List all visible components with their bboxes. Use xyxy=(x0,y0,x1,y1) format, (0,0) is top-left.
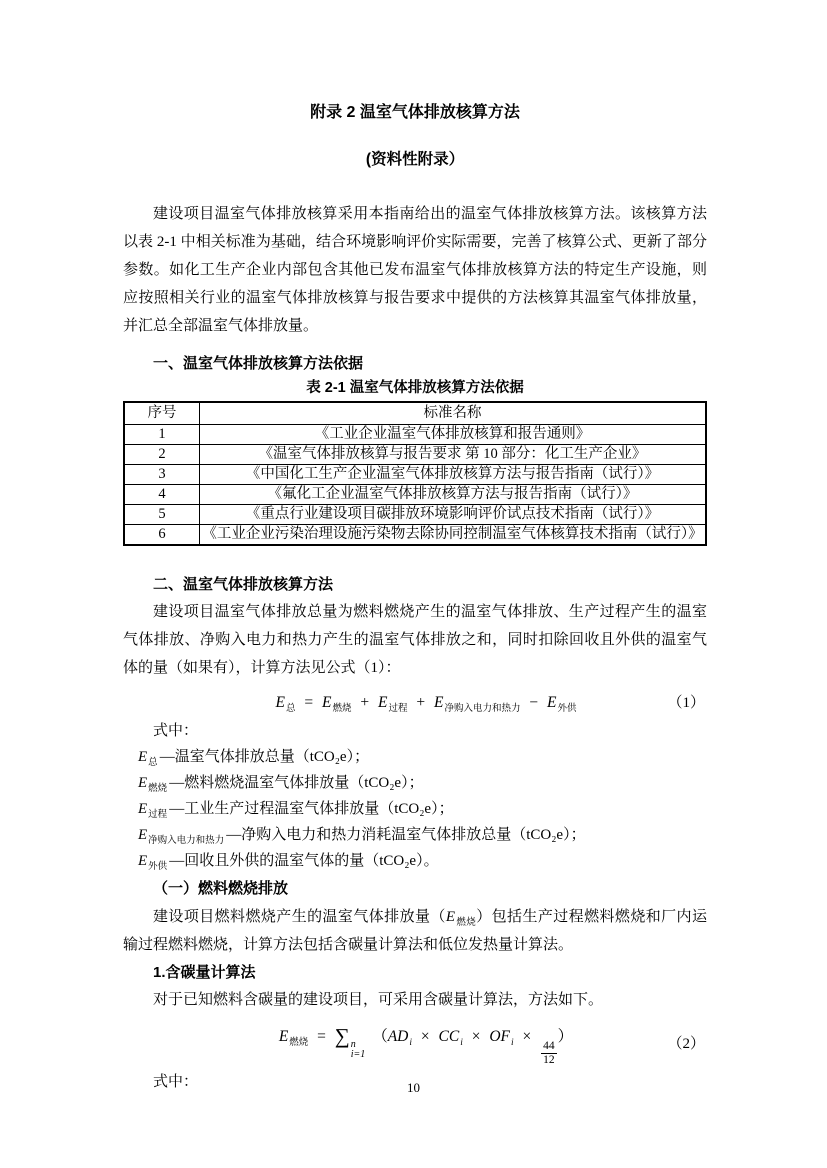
var-subscript: 外供 xyxy=(557,704,577,714)
definition-e-net-power-heat xyxy=(123,822,707,848)
var-base: E xyxy=(138,749,148,765)
ad-var xyxy=(387,1028,413,1048)
table-header-row xyxy=(124,402,706,425)
table-row xyxy=(124,525,706,546)
page-number: 10 xyxy=(407,1080,420,1095)
e-net-power-heat-var xyxy=(138,827,225,846)
definition-text: —回收且外供的温室气体的量（tCO₂e）。 xyxy=(169,853,439,869)
header-cell-index: 序号 xyxy=(124,402,200,425)
section2-paragraph: 建设项目温室气体排放总量为燃料燃烧产生的温室气体排放、生产过程产生的温室气体排放、净购入电力和热力产生的温室气体排放之和，同时扣除回收且外供的温室气体的量（如果有），计算方法见公式（1）： xyxy=(123,604,707,676)
summation-lower-limit: i=1 xyxy=(350,1049,366,1060)
of-var xyxy=(489,1028,514,1048)
e-net-power-heat-var xyxy=(433,694,521,714)
formula-1-number: （1） xyxy=(667,695,705,711)
fuel-combustion-paragraph xyxy=(123,903,707,959)
formula-2 xyxy=(123,1020,707,1067)
standard-index-cell: 5 xyxy=(124,505,200,525)
var-base: E xyxy=(322,694,332,711)
fuel-combustion-heading: （一）燃料燃烧排放 xyxy=(153,880,289,897)
var-subscript: 燃烧 xyxy=(148,784,168,794)
summation-limits xyxy=(351,1040,366,1060)
definition-text: —温室气体排放总量（tCO₂e）； xyxy=(159,749,370,765)
summation-icon: ∑ xyxy=(334,1024,350,1048)
summation-upper-limit: n xyxy=(350,1039,356,1050)
plus-sign: + xyxy=(416,694,426,711)
var-subscript: 燃烧 xyxy=(332,704,352,714)
var-subscript: i xyxy=(460,1038,463,1048)
close-paren: ） xyxy=(557,1028,574,1045)
var-subscript: 过程 xyxy=(148,810,168,820)
times-sign: × xyxy=(471,1028,481,1045)
header-cell-name: 标准名称 xyxy=(200,402,707,425)
standard-name-cell: 《工业企业温室气体排放核算和报告通则》 xyxy=(200,425,707,445)
e-combustion-var xyxy=(445,909,477,928)
var-subscript: 外供 xyxy=(148,862,168,872)
e-process-var xyxy=(138,801,168,820)
formula-2-expression xyxy=(279,1020,573,1067)
var-base: AD xyxy=(387,1028,409,1045)
var-base: E xyxy=(138,801,148,817)
var-subscript: 净购入电力和热力 xyxy=(148,836,225,846)
equals-sign: = xyxy=(304,694,314,711)
e-combustion-var xyxy=(278,1028,309,1048)
paragraph-text: 建设项目燃料燃烧产生的温室气体排放量（ xyxy=(153,909,446,925)
standards-table-body xyxy=(124,425,706,546)
plus-sign: + xyxy=(360,694,370,711)
standard-index-cell: 4 xyxy=(124,485,200,505)
definition-text: —燃料燃烧温室气体排放量（tCO₂e）； xyxy=(169,775,424,791)
var-base: E xyxy=(275,694,285,711)
table-caption: 表 2-1 温室气体排放核算方法依据 xyxy=(306,380,524,396)
var-base: E xyxy=(433,694,444,711)
var-subscript: 过程 xyxy=(388,704,408,714)
table-row xyxy=(124,445,706,465)
standard-name-cell: 《温室气体排放核算与报告要求 第 10 部分：化工生产企业》 xyxy=(200,445,707,465)
section1-heading: 一、温室气体排放核算方法依据 xyxy=(153,355,364,372)
table-row xyxy=(124,485,706,505)
table-row xyxy=(124,465,706,485)
var-base: E xyxy=(546,694,557,711)
var-subscript: 总 xyxy=(286,704,296,714)
section2-heading: 二、温室气体排放核算方法 xyxy=(153,576,334,593)
formula-1-expression xyxy=(276,690,577,716)
definition-text: —净购入电力和热力消耗温室气体排放总量（tCO₂e）； xyxy=(226,827,586,843)
times-sign: × xyxy=(522,1028,532,1045)
where-label-2: 式中： xyxy=(153,1074,199,1090)
var-subscript: 总 xyxy=(148,758,158,768)
minus-sign: − xyxy=(529,694,539,711)
var-base: E xyxy=(138,827,148,843)
intro-paragraph: 建设项目温室气体排放核算采用本指南给出的温室气体排放核算方法。该核算方法以表 2-1 中相关标准为基础，结合环境影响评价实际需要，完善了核算公式、更新了部分参数。如化工生产企业内部包含其他已发布温室气体排放核算方法的特定生产设施，则应按照相关行业的温室气体排放核算与报告要求中提供的方法核算其温室气体排放量，并汇总全部温室气体排放量。 xyxy=(123,206,707,334)
standards-table-head xyxy=(124,402,706,425)
var-subscript: i xyxy=(511,1038,514,1048)
symbol-definitions xyxy=(123,744,707,874)
e-export-var xyxy=(138,853,168,872)
times-sign: × xyxy=(420,1028,430,1045)
var-base: CC xyxy=(438,1028,460,1045)
e-total-var xyxy=(275,694,296,714)
e-combustion-var xyxy=(322,694,352,714)
formula-2-number: （2） xyxy=(667,1035,705,1052)
standards-table xyxy=(123,401,707,546)
var-subscript: 燃烧 xyxy=(289,1038,309,1048)
e-export-var xyxy=(546,694,577,714)
standard-index-cell: 6 xyxy=(124,525,200,546)
var-base: E xyxy=(445,909,455,925)
open-paren: （ xyxy=(372,1028,388,1045)
standard-name-cell: 《工业企业污染治理设施污染物去除协同控制温室气体核算技术指南（试行）》 xyxy=(200,525,707,546)
definition-e-total xyxy=(123,744,707,770)
standard-index-cell: 3 xyxy=(124,465,200,485)
var-subscript: 燃烧 xyxy=(455,918,477,928)
page-subtitle: (资料性附录） xyxy=(365,151,465,168)
page-title: 附录 2 温室气体排放核算方法 xyxy=(310,104,520,121)
formula-1 xyxy=(123,690,707,716)
standard-name-cell: 《中国化工生产企业温室气体排放核算方法与报告指南（试行）》 xyxy=(200,465,707,485)
var-base: E xyxy=(378,694,388,711)
fraction-numerator: 44 xyxy=(543,1040,555,1052)
standard-index-cell: 1 xyxy=(124,425,200,445)
e-combustion-var xyxy=(138,775,168,794)
standard-name-cell: 《氟化工企业温室气体排放核算方法与报告指南（试行）》 xyxy=(200,485,707,505)
equals-sign: = xyxy=(317,1028,326,1045)
var-base: E xyxy=(138,775,148,791)
definition-e-export xyxy=(123,848,707,874)
standard-index-cell: 2 xyxy=(124,445,200,465)
fraction-44-12 xyxy=(541,1040,557,1067)
definition-e-combustion xyxy=(123,770,707,796)
standard-name-cell: 《重点行业建设项目碳排放环境影响评价试点技术指南（试行）》 xyxy=(200,505,707,525)
var-base: E xyxy=(138,853,148,869)
definition-e-process xyxy=(123,796,707,822)
table-row xyxy=(124,505,706,525)
var-subscript: i xyxy=(409,1038,413,1048)
var-base: E xyxy=(278,1028,289,1045)
e-process-var xyxy=(378,694,408,714)
var-subscript: 净购入电力和热力 xyxy=(444,704,521,714)
where-label-1: 式中： xyxy=(153,723,199,739)
definition-text: —工业生产过程温室气体排放量（tCO₂e）； xyxy=(169,801,454,817)
fraction-denominator: 12 xyxy=(543,1054,555,1066)
var-base: OF xyxy=(489,1028,511,1045)
cc-var xyxy=(438,1028,463,1048)
table-row xyxy=(124,425,706,445)
carbon-content-method-paragraph: 对于已知燃料含碳量的建设项目，可采用含碳量计算法，方法如下。 xyxy=(153,992,604,1008)
paragraph-text: ）包括生产过程燃料燃烧和厂内运输过程燃料燃烧，计算方法包括含碳量计算法和低位发热量计算法。 xyxy=(123,909,707,953)
carbon-content-method-heading: 1.含碳量计算法 xyxy=(153,964,256,981)
e-total-var xyxy=(138,749,158,768)
